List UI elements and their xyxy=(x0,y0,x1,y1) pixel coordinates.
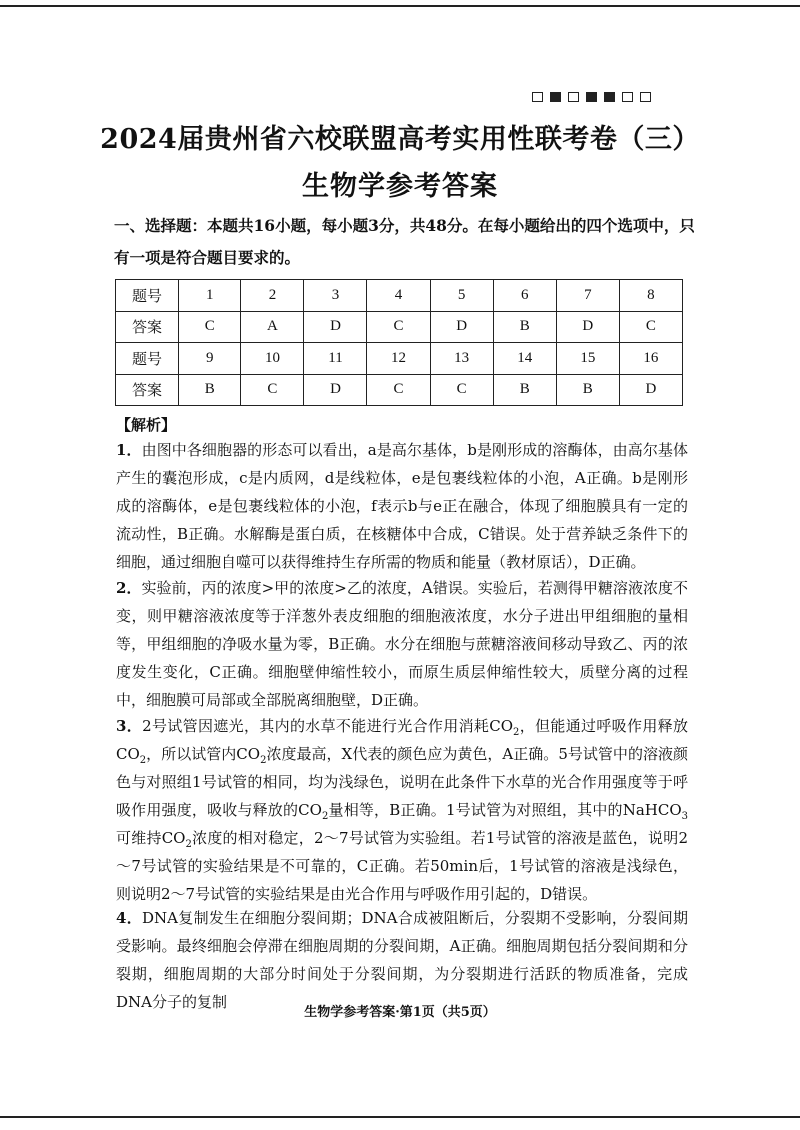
marker-square-empty xyxy=(640,92,651,102)
table-cell: 3 xyxy=(304,280,367,312)
table-cell: C xyxy=(619,311,682,343)
marker-square-empty xyxy=(622,92,633,102)
marker-squares xyxy=(532,92,651,102)
table-cell: 11 xyxy=(304,343,367,375)
item-text: 2号试管因遮光，其内的水草不能进行光合作用消耗$CO_2$，但能通过呼吸作用释放$CO_2$，所以试管内$CO_2$浓度最高，X代表的颜色应为黄色，A正确。5号试管中的溶液颜色与对照组1号试管的相同，均为浅绿色，说明在此条件下水草的光合作用强度等于呼吸作用强度，吸收与释放的$CO_2$量相等，B正确。1号试管为对照组，其中的NaHCO$_3$可维持$CO_2$浓度的相对稳定，2～7号试管为实验组。若1号试管的溶液是蓝色，说明2～7号试管的实验结果是不可靠的，C正确。若50min后，1号试管的溶液是浅绿色，则说明2～7号试管的实验结果是由光合作用与呼吸作用引起的，D错误。 xyxy=(116,717,688,903)
table-cell: 7 xyxy=(556,280,619,312)
marker-square-empty xyxy=(532,92,543,102)
item-number: 2． xyxy=(116,579,142,597)
table-row xyxy=(116,374,683,406)
table-cell: C xyxy=(367,374,430,406)
bottom-border-line xyxy=(0,1116,800,1118)
table-cell: B xyxy=(556,374,619,406)
analysis-item-2 xyxy=(116,574,688,714)
marker-square-filled xyxy=(604,92,615,102)
table-cell: 5 xyxy=(430,280,493,312)
table-row-header: 答案 xyxy=(116,374,179,406)
table-cell: 14 xyxy=(493,343,556,375)
table-cell: C xyxy=(430,374,493,406)
table-cell: 13 xyxy=(430,343,493,375)
table-cell: D xyxy=(556,311,619,343)
item-number: 4． xyxy=(116,909,143,927)
table-row-header: 题号 xyxy=(116,343,179,375)
analysis-item-1 xyxy=(116,436,688,576)
table-cell: 9 xyxy=(179,343,241,375)
table-row xyxy=(116,311,683,343)
item-text: DNA复制发生在细胞分裂间期；DNA合成被阻断后，分裂期不受影响，分裂间期受影响。最终细胞会停滞在细胞周期的分裂间期，A正确。细胞周期包括分裂间期和分裂期，细胞周期的大部分时间处于分裂间期，为分裂期进行活跃的物质准备，完成DNA分子的复制 xyxy=(116,909,688,1011)
document-subtitle: 生物学参考答案 xyxy=(302,171,498,202)
analysis-item-4 xyxy=(116,904,688,1016)
section-heading: 一、选择题：本题共16小题，每小题3分，共48分。在每小题给出的四个选项中，只有一项是符合题目要求的。 xyxy=(114,216,695,267)
table-cell: 4 xyxy=(367,280,430,312)
table-cell: B xyxy=(493,311,556,343)
top-border-line xyxy=(0,5,800,7)
answer-table xyxy=(115,279,683,406)
marker-square-filled xyxy=(586,92,597,102)
table-cell: 1 xyxy=(179,280,241,312)
analysis-label: 【解析】 xyxy=(116,416,177,434)
table-cell: 2 xyxy=(241,280,304,312)
table-cell: D xyxy=(430,311,493,343)
page-footer: 生物学参考答案·第1页（共5页） xyxy=(304,1005,496,1020)
table-cell: B xyxy=(493,374,556,406)
item-number: 3． xyxy=(116,717,143,735)
item-text: 由图中各细胞器的形态可以看出，a是高尔基体，b是刚形成的溶酶体，由高尔基体产生的囊泡形成，c是内质网，d是线粒体，e是包裹线粒体的小泡，A正确。b是刚形成的溶酶体，e是包裹线粒体的小泡，f表示b与e正在融合，体现了细胞膜具有一定的流动性，B正确。水解酶是蛋白质，在核糖体中合成，C错误。处于营养缺乏条件下的细胞，通过细胞自噬可以获得维持生存所需的物质和能量（教材原话），D正确。 xyxy=(116,441,689,571)
marker-square-filled xyxy=(550,92,561,102)
document-title: 2024届贵州省六校联盟高考实用性联考卷（三） xyxy=(100,124,700,155)
table-row-header: 答案 xyxy=(116,311,179,343)
table-row xyxy=(116,280,683,312)
analysis-item-3 xyxy=(116,712,688,908)
table-cell: C xyxy=(179,311,241,343)
table-cell: 6 xyxy=(493,280,556,312)
table-row-header: 题号 xyxy=(116,280,179,312)
table-cell: C xyxy=(241,374,304,406)
table-cell: 10 xyxy=(241,343,304,375)
table-cell: 15 xyxy=(556,343,619,375)
table-cell: D xyxy=(304,374,367,406)
table-cell: 16 xyxy=(619,343,682,375)
table-cell: 8 xyxy=(619,280,682,312)
table-cell: D xyxy=(304,311,367,343)
item-text: 实验前，丙的浓度>甲的浓度>乙的浓度，A错误。实验后，若测得甲糖溶液浓度不变，则甲糖溶液浓度等于洋葱外表皮细胞的细胞液浓度，水分子进出甲组细胞的量相等，甲组细胞的净吸水量为零，B正确。水分在细胞与蔗糖溶液间移动导致乙、丙的浓度发生变化，C正确。细胞壁伸缩性较小，而原生质层伸缩性较大，质壁分离的过程中，细胞膜可局部或全部脱离细胞壁，D正确。 xyxy=(116,579,688,709)
marker-square-empty xyxy=(568,92,579,102)
table-cell: B xyxy=(179,374,241,406)
table-cell: A xyxy=(241,311,304,343)
table-cell: C xyxy=(367,311,430,343)
table-cell: D xyxy=(619,374,682,406)
table-cell: 12 xyxy=(367,343,430,375)
item-number: 1． xyxy=(116,441,142,459)
table-row xyxy=(116,343,683,375)
